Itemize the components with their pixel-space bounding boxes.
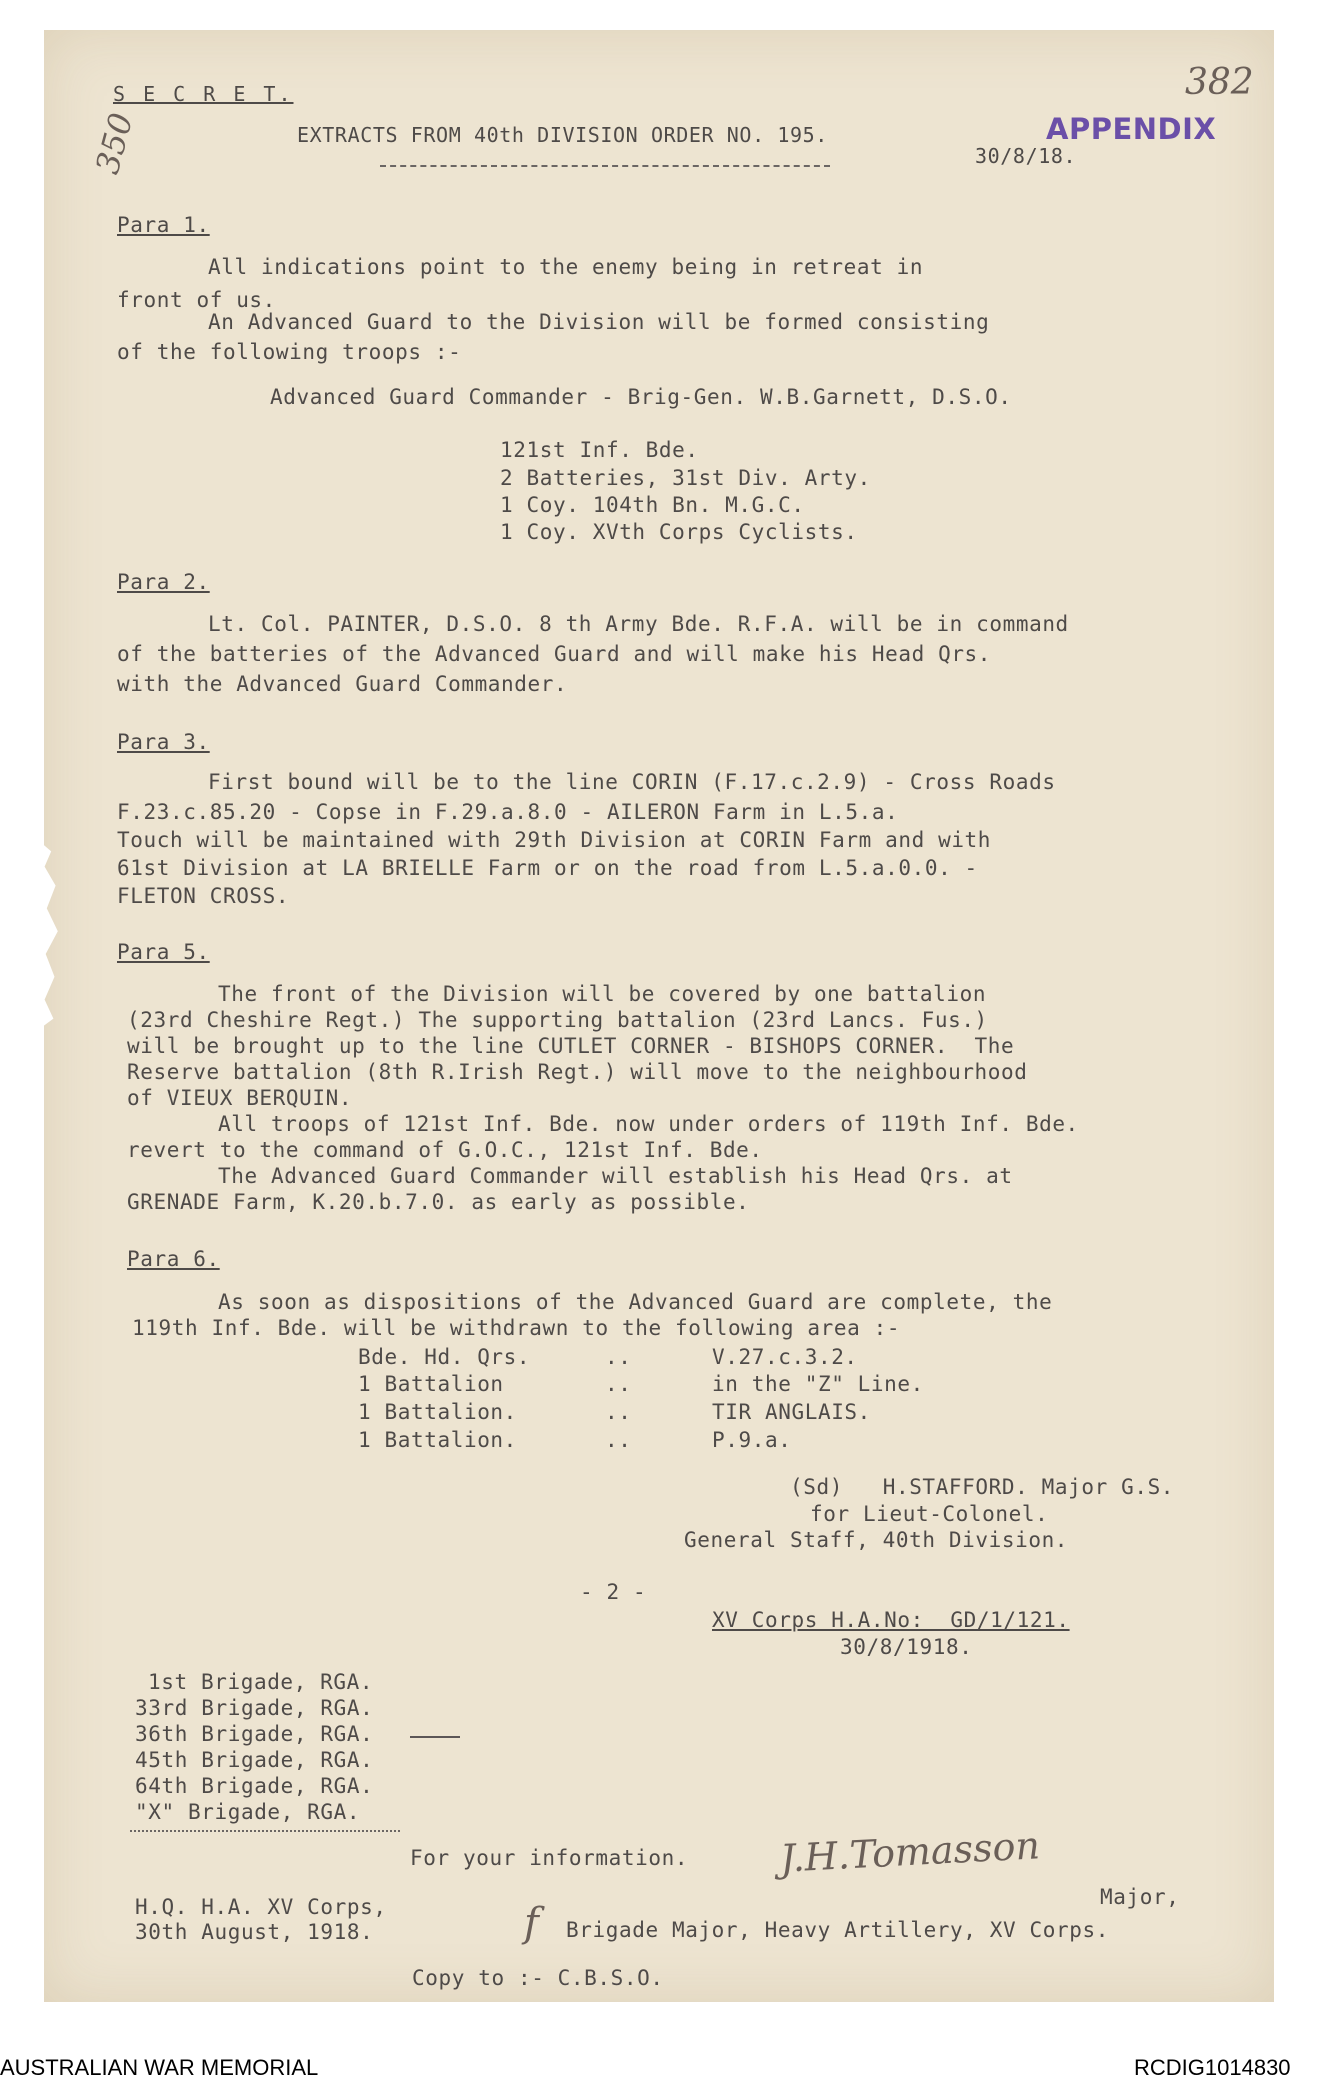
distribution-item: 45th Brigade, RGA. bbox=[135, 1748, 374, 1772]
para2-line: of the batteries of the Advanced Guard and will make his Head Qrs. bbox=[117, 642, 992, 666]
withdrawal-dots: .. bbox=[605, 1400, 632, 1424]
handwritten-folio-number: 350 bbox=[88, 109, 141, 178]
page-marker: - 2 - bbox=[580, 1580, 647, 1604]
distribution-item: 64th Brigade, RGA. bbox=[135, 1774, 374, 1798]
para5-line: GRENADE Farm, K.20.b.7.0. as early as possible. bbox=[127, 1190, 750, 1214]
reference-date: 30/8/1918. bbox=[840, 1635, 973, 1659]
para1-line: All indications point to the enemy being in retreat in bbox=[208, 255, 924, 279]
unit-line: 2 Batteries, 31st Div. Arty. bbox=[500, 466, 871, 490]
para3-line: F.23.c.85.20 - Copse in F.29.a.8.0 - AILERON Farm in L.5.a. bbox=[117, 800, 899, 824]
signatory-office: Brigade Major, Heavy Artillery, XV Corps. bbox=[566, 1918, 1109, 1942]
handwritten-dash bbox=[410, 1736, 460, 1738]
unit-line: 1 Coy. XVth Corps Cyclists. bbox=[500, 520, 858, 544]
para3-line: 61st Division at LA BRIELLE Farm or on the road from L.5.a.0.0. - bbox=[117, 856, 978, 880]
handwritten-signature: J.H.Tomasson bbox=[779, 1823, 1041, 1881]
para6-line: As soon as dispositions of the Advanced Guard are complete, the bbox=[218, 1290, 1053, 1314]
para2-heading: Para 2. bbox=[117, 570, 210, 594]
para3-heading: Para 3. bbox=[117, 730, 210, 754]
para3-line: FLETON CROSS. bbox=[117, 884, 290, 908]
withdrawal-location: P.9.a. bbox=[712, 1428, 792, 1452]
footer-id: RCDIG1014830 bbox=[1134, 2055, 1291, 2080]
para6-heading: Para 6. bbox=[127, 1247, 220, 1271]
signature-rank: Major, bbox=[1100, 1885, 1180, 1909]
advanced-guard-commander: Advanced Guard Commander - Brig-Gen. W.B.Garnett, D.S.O. bbox=[270, 385, 1012, 409]
para2-line: Lt. Col. PAINTER, D.S.O. 8 th Army Bde. R.F.A. will be in command bbox=[208, 612, 1069, 636]
distribution-item: 36th Brigade, RGA. bbox=[135, 1722, 374, 1746]
unit-line: 121st Inf. Bde. bbox=[500, 438, 699, 462]
para5-line: of VIEUX BERQUIN. bbox=[127, 1086, 353, 1110]
title-underline bbox=[380, 165, 830, 167]
withdrawal-dots: .. bbox=[605, 1345, 632, 1369]
para3-line: Touch will be maintained with 29th Division at CORIN Farm and with bbox=[117, 828, 992, 852]
withdrawal-dots: .. bbox=[605, 1428, 632, 1452]
distribution-item: 1st Brigade, RGA. bbox=[148, 1670, 374, 1694]
from-line: 30th August, 1918. bbox=[135, 1920, 374, 1944]
unit-line: 1 Coy. 104th Bn. M.G.C. bbox=[500, 493, 805, 517]
para2-line: with the Advanced Guard Commander. bbox=[117, 672, 568, 696]
para3-line: First bound will be to the line CORIN (F.17.c.2.9) - Cross Roads bbox=[208, 770, 1056, 794]
withdrawal-dots: .. bbox=[605, 1372, 632, 1396]
document-title: EXTRACTS FROM 40th DIVISION ORDER NO. 195. bbox=[297, 123, 828, 147]
withdrawal-location: V.27.c.3.2. bbox=[712, 1345, 858, 1369]
reference-number: XV Corps H.A.No: GD/1/121. bbox=[712, 1608, 1070, 1632]
distribution-item: "X" Brigade, RGA. bbox=[135, 1800, 361, 1824]
para1-heading: Para 1. bbox=[117, 213, 210, 237]
info-line: For your information. bbox=[410, 1846, 689, 1870]
para1-line: of the following troops :- bbox=[117, 340, 462, 364]
distribution-separator bbox=[130, 1830, 400, 1832]
appendix-stamp: APPENDIX bbox=[1046, 112, 1217, 146]
signature-line: (Sd) H.STAFFORD. Major G.S. bbox=[790, 1475, 1175, 1499]
para1-line: front of us. bbox=[117, 288, 276, 312]
order-date: 30/8/18. bbox=[975, 144, 1077, 168]
from-line: H.Q. H.A. XV Corps, bbox=[135, 1895, 387, 1919]
withdrawal-unit: 1 Battalion. bbox=[358, 1428, 517, 1452]
para5-line: will be brought up to the line CUTLET CORNER - BISHOPS CORNER. The bbox=[127, 1034, 1015, 1058]
para1-line: An Advanced Guard to the Division will be formed consisting bbox=[208, 310, 990, 334]
copy-to-line: Copy to :- C.B.S.O. bbox=[412, 1966, 664, 1990]
handwritten-page-number: 382 bbox=[1185, 62, 1254, 103]
withdrawal-unit: 1 Battalion bbox=[358, 1372, 504, 1396]
para5-line: All troops of 121st Inf. Bde. now under orders of 119th Inf. Bde. bbox=[218, 1112, 1079, 1136]
withdrawal-location: in the "Z" Line. bbox=[712, 1372, 924, 1396]
para6-line: 119th Inf. Bde. will be withdrawn to the following area :- bbox=[132, 1316, 901, 1340]
signature-line: General Staff, 40th Division. bbox=[684, 1528, 1069, 1552]
para5-line: revert to the command of G.O.C., 121st Inf. Bde. bbox=[127, 1138, 763, 1162]
para5-line: The Advanced Guard Commander will establish his Head Qrs. at bbox=[218, 1164, 1013, 1188]
withdrawal-unit: Bde. Hd. Qrs. bbox=[358, 1345, 531, 1369]
signature-line: for Lieut-Colonel. bbox=[810, 1502, 1049, 1526]
para5-heading: Para 5. bbox=[117, 940, 210, 964]
para5-line: (23rd Cheshire Regt.) The supporting battalion (23rd Lancs. Fus.) bbox=[127, 1008, 988, 1032]
secret-marking: S E C R E T. bbox=[113, 82, 294, 106]
para5-line: Reserve battalion (8th R.Irish Regt.) will move to the neighbourhood bbox=[127, 1060, 1028, 1084]
distribution-item: 33rd Brigade, RGA. bbox=[135, 1696, 374, 1720]
withdrawal-location: TIR ANGLAIS. bbox=[712, 1400, 871, 1424]
withdrawal-unit: 1 Battalion. bbox=[358, 1400, 517, 1424]
footer-source: AUSTRALIAN WAR MEMORIAL bbox=[0, 2055, 319, 2080]
para5-line: The front of the Division will be covered by one battalion bbox=[218, 982, 987, 1006]
handwritten-f-mark: f bbox=[524, 1900, 539, 1946]
